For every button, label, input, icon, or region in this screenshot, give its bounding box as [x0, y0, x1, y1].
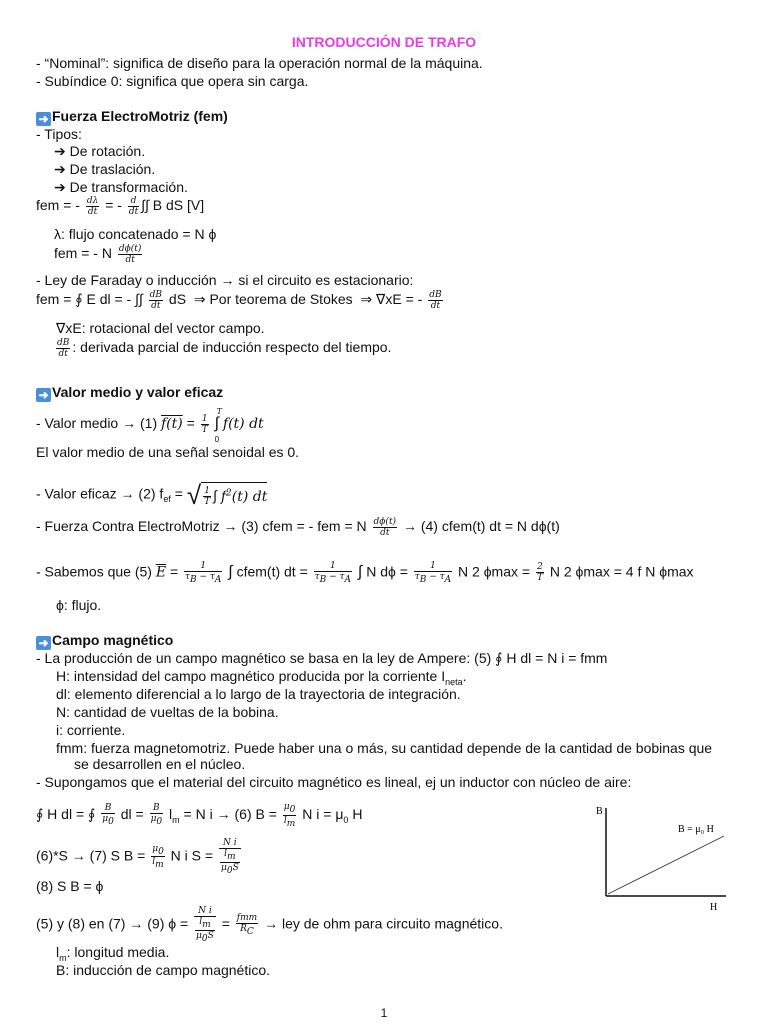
lineal-line: - Supongamos que el material del circuito magnético es lineal, ej un inductor con núcleo de aire: — [36, 774, 632, 790]
list-item: ➔ De rotación. — [54, 143, 146, 159]
equation-7: (6)*S → (7) S B = $\frac{\mu_0}{l_m}$ N i S = $\frac{\text{N i}}{\frac{l_m}{\mu_0S}}$ — [36, 838, 239, 876]
intro-line-2: - Subíndice 0: significa que opera sin carga. — [36, 73, 309, 89]
arrow-right-icon: ➜ — [36, 388, 51, 402]
arrow-right-icon: ➜ — [36, 112, 51, 126]
y-axis-label: B — [596, 806, 603, 817]
bh-line — [608, 836, 724, 894]
page-number: 1 — [380, 1006, 388, 1020]
list-item: ➔ De traslación. — [54, 161, 156, 177]
def-fmm-cont: se desarrollen en el núcleo. — [74, 756, 246, 772]
list-item: ➔ De transformación. — [54, 179, 188, 195]
valor-medio-line: - Valor medio → (1) f(t) = $\frac{1}{T}$ ∫ T 0 f(t) dt — [36, 407, 264, 445]
tipos-label: - Tipos: — [36, 126, 82, 142]
equation-6: ∮ H dl = ∮ $\frac{B}{\mu_0}$ dl = $\frac{B}{\mu_0}$ $l_m = N$ i → (6) B = $\frac{\mu_0}{l_m}$ N $i = \mu_0$ H — [36, 802, 363, 829]
def-dl: dl: elemento diferencial a lo largo de la trayectoria de integración. — [56, 686, 461, 702]
equation-fem-n: fem = - N $\frac{d\phi(t)}{dt}$ — [54, 244, 142, 265]
rot-def: ∇xE: rotacional del vector campo. — [56, 320, 265, 336]
sabemos-line: - Sabemos que (5) $\overline{E}$ = $\frac{1}{\tau_B - \tau_A}$ ∫ cfem(t) dt = $\frac{1}{\tau_B - \tau_A}$ ∫ N dϕ = $\frac{1}{\tau_B - \tau_A}$ N 2 ϕmax = $\frac{2}{T}$ N 2 ϕmax = 4 f N ϕmax — [36, 561, 694, 585]
section-heading-campo: ➜ Campo magnético — [36, 632, 173, 650]
deriv-def: $\frac{dB}{dt}$ : derivada parcial de inducción respecto del tiempo. — [57, 338, 392, 359]
arrow-right-icon: ➜ — [36, 636, 51, 650]
def-fmm: fmm: fuerza magnetomotriz. Puede haber una o más, su cantidad depende de la cantidad de bobinas que — [56, 740, 713, 756]
faraday-line: - Ley de Faraday o inducción → si el circuito es estacionario: — [36, 272, 414, 288]
flujo-def: ϕ: flujo. — [56, 597, 102, 613]
section-heading-fem: ➜ Fuerza ElectroMotriz (fem) — [36, 108, 228, 126]
lm-def: $l_m$: longitud media. — [56, 944, 170, 963]
valor-eficaz-line: - Valor eficaz → (2) $f_{ef}$ = √ $\frac{1}{T}$ ∫ $f^2(t)$ dt — [36, 479, 268, 510]
def-n: N: cantidad de vueltas de la bobina. — [56, 704, 279, 720]
equation-9: (5) y (8) en (7) → (9) ϕ = $\frac{\text{N i}}{\frac{l_m}{\mu_0S}}$ = $\frac{\text{fmm}}{R_C}$ → ley de ohm para circuito magnético. — [36, 906, 503, 944]
lambda-def: λ: flujo concatenado = N ϕ — [54, 226, 217, 242]
equation-fem: fem = - $\frac{d\lambda}{dt}$ = - $\frac{d}{dt}$ ∫∫ B dS [V] — [36, 196, 205, 217]
valor-medio-text: El valor medio de una señal senoidal es 0. — [36, 444, 300, 460]
page-title: INTRODUCCIÓN DE TRAFO — [291, 34, 477, 50]
x-axis-label: H — [710, 902, 718, 912]
b-def: B: inducción de campo magnético. — [56, 962, 271, 978]
section-heading-valor: ➜ Valor medio y valor eficaz — [36, 384, 223, 402]
def-h: H: intensidad del campo magnético producida por la corriente $I_{neta}$. — [56, 668, 467, 687]
line-label: B = μ₀ H — [678, 824, 714, 835]
cfem-line: - Fuerza Contra ElectroMotriz → (3) cfem = - fem = N $\frac{d\phi(t)}{dt}$ → (4) cfem(t) dt = N dϕ(t) — [36, 517, 560, 538]
equation-stokes: fem = ∮ E dl = - ∫∫ $\frac{dB}{dt}$ dS ⇒ Por teorema de Stokes ⇒ ∇xE = - $\frac{dB}{dt}$ — [36, 290, 442, 311]
def-i: i: corriente. — [56, 722, 126, 738]
ampere-line: - La producción de un campo magnético se basa en la ley de Ampere: (5) ∮ H dl = N i = fmm — [36, 650, 608, 666]
bh-graph — [594, 800, 734, 912]
intro-line-1: - “Nominal”: significa de diseño para la operación normal de la máquina. — [36, 55, 483, 71]
equation-8: (8) S B = ϕ — [36, 878, 104, 894]
